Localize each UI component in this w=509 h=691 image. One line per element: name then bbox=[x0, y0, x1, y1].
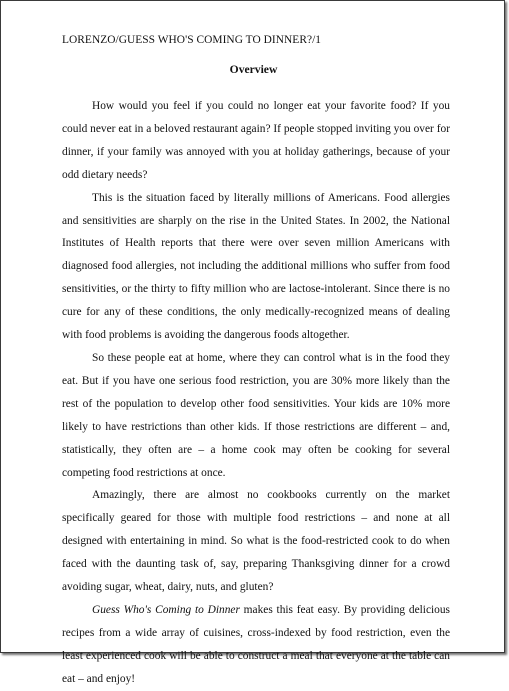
paragraph-5 bbox=[62, 599, 450, 691]
paragraph-1: How would you feel if you could no longer eat your favorite food? If you could never eat in a beloved restaurant again? If people stopped inviting you over for dinner, if your family was annoyed with you at holiday gatherings, because of your odd dietary needs? bbox=[62, 100, 450, 181]
paragraph-5-text: makes this feat easy. By providing delicious recipes from a wide array of cuisines, cross-indexed by food restriction, even the least experienced cook will be able to construct a meal that everyone at the table can eat – and enjoy! bbox=[62, 603, 450, 685]
section-title: Overview bbox=[229, 63, 278, 76]
paragraph-4: Amazingly, there are almost no cookbooks currently on the market specifically geared for those with multiple food restrictions – and none at all designed with entertaining in mind. So what is the food-restricted cook to do when faced with the daunting task of, say, preparing Thanksgiving dinner for a crowd avoiding sugar, wheat, dairy, nuts, and gluten? bbox=[62, 489, 450, 594]
running-header: LORENZO/GUESS WHO'S COMING TO DINNER?/1 bbox=[62, 34, 322, 46]
paragraph-2: This is the situation faced by literally millions of Americans. Food allergies and sensitivities are sharply on the rise in the United States. In 2002, the National Institutes of Health reports that there were over seven million Americans with diagnosed food allergies, not including the additional millions who suffer from food sensitivities, or the thirty to fifty million who are lactose-intolerant. Since there is no cure for any of these conditions, the only medically-recognized means of dealing with food problems is avoiding the dangerous foods altogether. bbox=[62, 191, 450, 342]
paragraph-3: So these people eat at home, where they can control what is in the food they eat. But if you have one serious food restriction, you are 30% more likely than the rest of the population to develop other food sensitivities. Your kids are 10% more likely to have restrictions than other kids. If those restrictions are different – and, statistically, they often are – a home cook may often be cooking for several competing food restrictions at once. bbox=[62, 351, 450, 479]
document-body bbox=[62, 95, 450, 691]
book-title-italic: Guess Who's Coming to Dinner bbox=[92, 603, 240, 616]
